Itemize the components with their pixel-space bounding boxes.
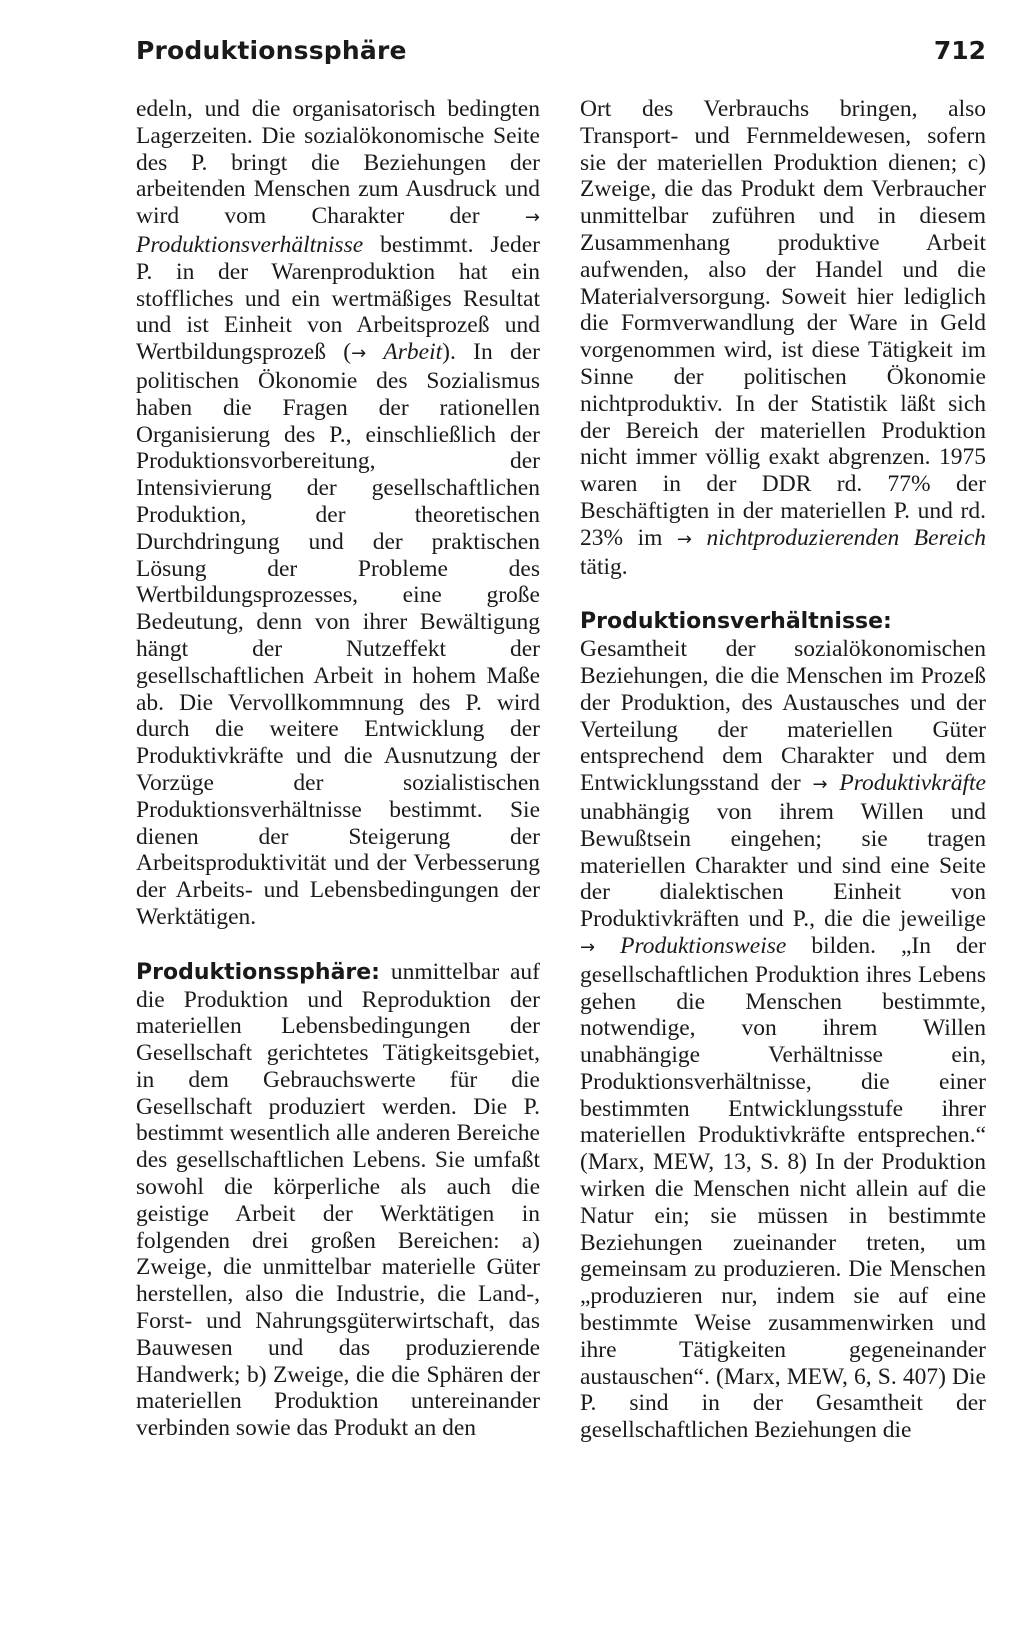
cross-reference-arrow-icon: → [524, 207, 540, 229]
cross-reference-arrow-icon: → [812, 774, 828, 796]
cross-reference-link[interactable]: Arbeit [383, 339, 443, 366]
cross-reference-link[interactable]: Produktivkräfte [839, 770, 986, 797]
entry-produktionsverhaeltnisse [580, 608, 986, 1444]
entry-text: bilden. „In der gesellschaftlichen Produktion ihres Lebens gehen die Menschen bestimmte, notwendige, von ihrem Willen unabhängige Verhältnisse ein, Produktionsverhältnisse, die einer bestimmten Entwicklungsstufe ihrer materiellen Produktivkräfte entsprechen.“ (Marx, MEW, 13, S. 8) In der Produktion wirken die Menschen nicht allein auf die Natur ein; sie müssen in bestimmte Beziehungen zueinander treten, um gemeinsam zu produzieren. Die Menschen „produzieren nur, indem sie auf eine bestimmte Weise zusammenwirken und ihre Tätigkeiten gegeneinander austauschen“. (Marx, MEW, 6, S. 407) Die P. sind in der Gesamtheit der gesellschaftlichen Beziehungen die [580, 932, 986, 1444]
page-number: 712 [933, 36, 986, 65]
entry-headword: Produktionssphäre: [136, 959, 380, 985]
cross-reference-arrow-icon: → [351, 343, 367, 365]
entry-text: Ort des Verbrauchs bringen, also Transport- und Fernmeldewesen, sofern sie der materiellen Produktion dienen; c) Zweige, die das Produkt dem Verbraucher unmittelbar zuführen und in diesem Zusammenhang produktive Arbeit aufwenden, also der Handel und die Materialversorgung. Soweit hier lediglich die Formverwandlung der Ware in Geld vorgenommen wird, ist diese Tätigkeit im Sinne der politischen Ökonomie nichtproduktiv. In der Statistik läßt sich der Bereich der materiellen Produktion nicht immer völlig exakt abgrenzen. 1975 waren in der DDR rd. 77% der Beschäftigten in der materiellen P. und rd. 23% im [580, 96, 986, 551]
entry-text: edeln, und die organisatorisch bedingten Lagerzeiten. Die sozialökonomische Seite des P. bringt die Beziehungen der arbeitenden Menschen zum Ausdruck und wird vom Charakter der [136, 96, 540, 230]
entry-text: bestimmt. Jeder P. in der Warenproduktion hat ein stoffliches und ein wertmäßiges Resultat und ist Einheit von Arbeitsprozeß und Wertbildungsprozeß ( [136, 231, 540, 366]
entry-text: unmittelbar auf die Produktion und Reproduktion der materiellen Lebensbedingungen der Gesellschaft gerichtetes Tätigkeitsgebiet, in dem Gebrauchswerte für die Gesellschaft produziert werden. Die P. bestimmt wesentlich alle anderen Bereiche des gesellschaftlichen Lebens. Sie umfaßt sowohl die körperliche als auch die geistige Arbeit der Werktätigen in folgenden drei großen Bereichen: a) Zweige, die unmittelbar materielle Güter herstellen, also die Industrie, die Land-, Forst- und Nahrungsgüterwirtschaft, das Bauwesen und das produzierende Handwerk; b) Zweige, die die Sphären der materiellen Produktion untereinander verbinden sowie das Produkt an den [136, 958, 540, 1442]
cross-reference-link[interactable]: nichtproduzierenden Bereich [706, 524, 986, 551]
entry-headword: Produktionsverhältnisse: [580, 609, 892, 635]
left-column [136, 96, 540, 1442]
entry-text: tätig. [580, 553, 628, 580]
entry-continuation-produktionsprozess [136, 96, 540, 931]
page-header [136, 36, 986, 76]
entry-continuation-produktionssphaere [580, 96, 986, 580]
entry-text: unabhängig von ihrem Willen und Bewußtsein eingehen; sie tragen materiellen Charakter und sind eine Seite der dialektischen Einheit von Produktivkräften und P., die die jeweilige [580, 798, 986, 933]
entry-produktionssphaere [136, 959, 540, 1442]
running-head: Produktionssphäre [136, 36, 407, 65]
entry-text: ). In der politischen Ökonomie des Sozialismus haben die Fragen der rationellen Organisierung des P., einschließlich der Produktionsvorbereitung, der Intensivierung der gesellschaftlichen Produktion, der theoretischen Durchdringung und der praktischen Lösung der Probleme des Wertbildungsprozesses, eine große Bedeutung, denn von ihrer Bewältigung hängt der Nutzeffekt der gesellschaftlichen Arbeit in hohem Maße ab. Die Vervollkommnung des P. wird durch die weitere Entwicklung der Produktivkräfte und die Ausnutzung der Vorzüge der sozialistischen Produktionsverhältnisse bestimmt. Sie dienen der Steigerung der Arbeitsproduktivität und der Verbesserung der Arbeits- und Lebensbedingungen der Werktätigen. [136, 339, 540, 930]
cross-reference-link[interactable]: Produktionsverhältnisse [136, 231, 364, 258]
entry-text: Gesamtheit der sozialökonomischen Beziehungen, die die Menschen im Prozeß der Produktion, des Austausches und der Verteilung der materiellen Güter entsprechend dem Charakter und dem Entwicklungsstand der [580, 636, 986, 797]
cross-reference-arrow-icon: → [676, 528, 693, 550]
cross-reference-arrow-icon: → [580, 936, 596, 958]
right-column [580, 96, 986, 1444]
cross-reference-link[interactable]: Produktionsweise [620, 932, 787, 959]
